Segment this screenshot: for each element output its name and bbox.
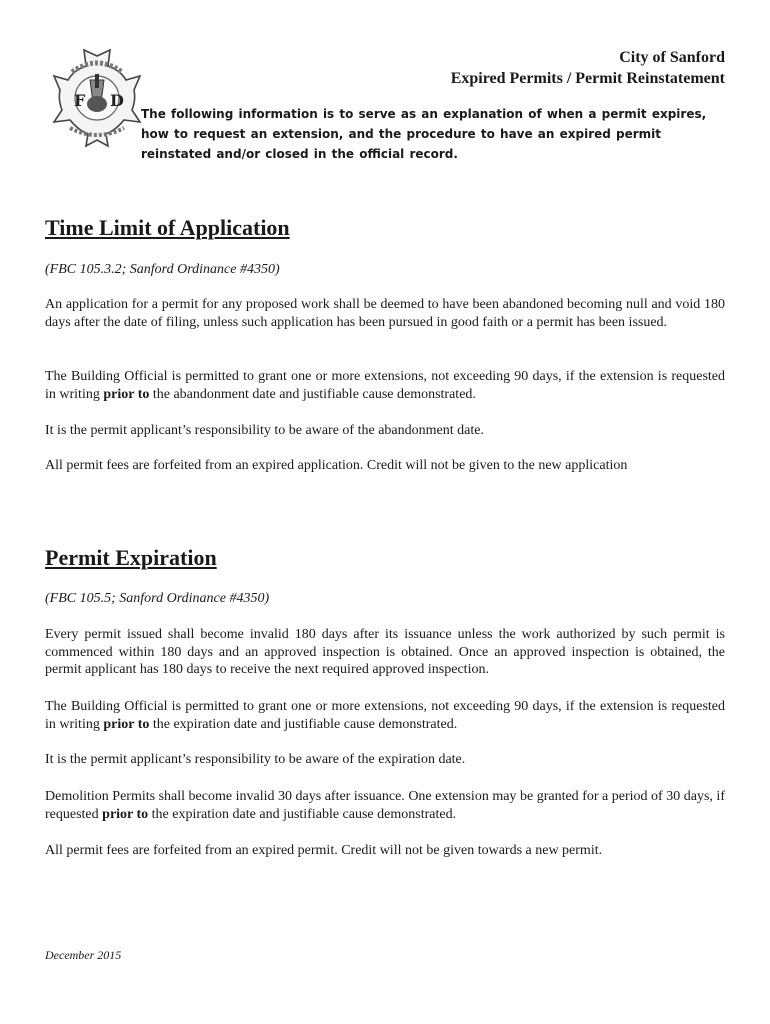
paragraph-text: Demolition Permits shall become invalid 30 days after issuance. One extension may be granted for a period of 30 days, if requested (45, 789, 725, 822)
bold-emphasis: prior to (103, 716, 150, 732)
paragraph-text: the abandonment date and justifiable cause demonstrated. (149, 386, 476, 402)
document-header (451, 47, 725, 89)
paragraph-text: The Building Official is permitted to grant one or more extensions, not exceeding 90 days, if the extension is requested in writing (45, 369, 725, 402)
paragraph-text: the expiration date and justifiable cause demonstrated. (148, 806, 457, 822)
bold-emphasis: prior to (102, 806, 149, 822)
footer-date: December 2015 (45, 948, 122, 962)
paragraph: Every permit issued shall become invalid 180 days after its issuance unless the work authorized by such permit is commenced within 180 days and an approved inspection is obtained. Once an approved inspection is obtained, the permit applicant has 180 days to receive the next required approved inspection. (45, 627, 725, 678)
paragraph (45, 368, 725, 403)
fire-department-logo (52, 48, 142, 148)
paragraph: It is the permit applicant’s responsibility to be aware of the abandonment date. (45, 423, 484, 438)
city-name: City of Sanford (619, 49, 725, 66)
paragraph-text: The Building Official is permitted to grant one or more extensions, not exceeding 90 days, if the extension is requested in writing (45, 699, 725, 732)
section-title-time-limit: Time Limit of Application (45, 215, 290, 240)
paragraph: An application for a permit for any proposed work shall be deemed to have been abandoned becoming null and void 180 days after the date of filing, unless such application has been pursued in good faith or a permit has been issued. (45, 297, 725, 330)
logo-letter-d: D (110, 91, 124, 110)
document-title: Expired Permits / Permit Reinstatement (450, 70, 725, 87)
section-title-permit-expiration: Permit Expiration (45, 545, 217, 570)
paragraph: It is the permit applicant’s responsibility to be aware of the expiration date. (45, 752, 466, 767)
section-citation: (FBC 105.3.2; Sanford Ordinance #4350) (45, 262, 280, 277)
paragraph: All permit fees are forfeited from an expired application. Credit will not be given to the new application (45, 458, 628, 473)
maltese-cross-emblem (52, 48, 142, 148)
intro-paragraph: The following information is to serve as an explanation of when a permit expires, how to request an extension, and the procedure to have an expired permit reinstated and/or closed in the official record. (141, 107, 707, 161)
paragraph (45, 788, 725, 823)
bold-emphasis: prior to (103, 386, 150, 402)
paragraph: All permit fees are forfeited from an expired permit. Credit will not be given towards a new permit. (45, 843, 603, 858)
paragraph-text: the expiration date and justifiable cause demonstrated. (149, 716, 458, 732)
paragraph (45, 698, 725, 733)
section-citation: (FBC 105.5; Sanford Ordinance #4350) (45, 591, 270, 606)
logo-letter-f: F (74, 91, 86, 110)
